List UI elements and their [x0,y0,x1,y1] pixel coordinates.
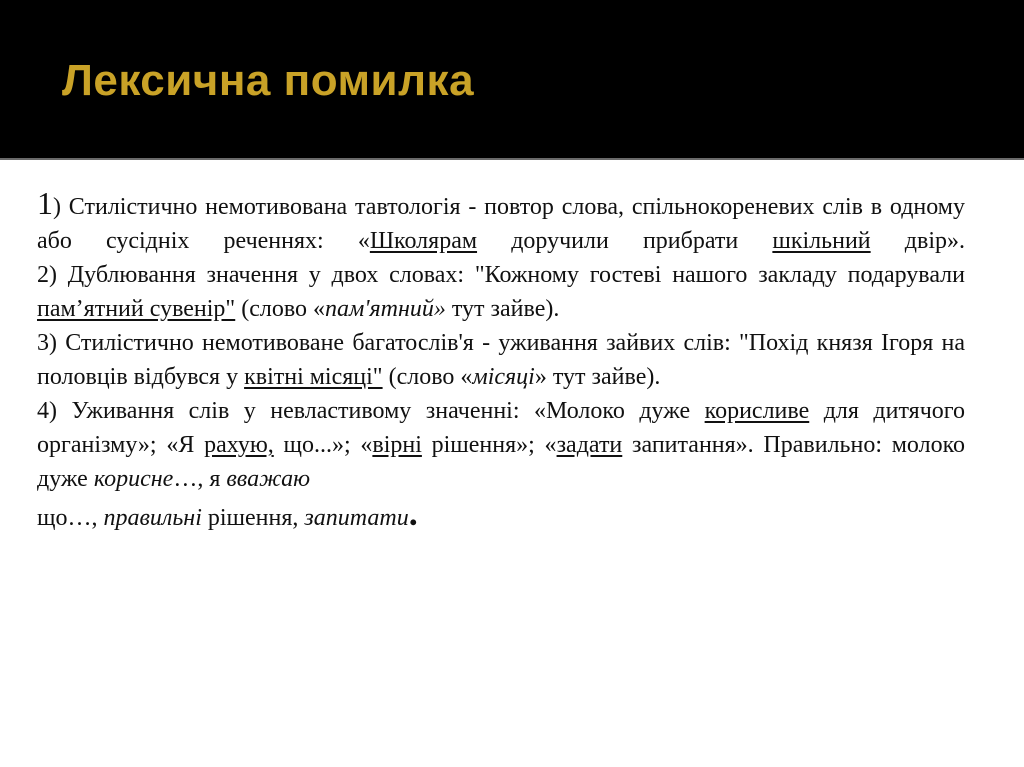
text: 3) Стилістично немотивоване багатослів'я - уживання зайвих слів: "Похід князя Ігоря на половців відбувся у [37,330,965,390]
italic-word: запитати [304,505,409,531]
text: 4) Уживання слів у невластивому значенні: «Молоко дуже [37,398,705,424]
underlined-word: вірні [372,432,422,458]
underlined-word: рахую, [204,432,274,458]
underlined-word: шкільний [772,228,871,254]
text: запитання». Правильно: молоко дуже [37,432,966,492]
paragraph-4 [37,394,965,535]
text: ) Стилістично немотивована тавтологія - повтор слова, спільнокореневих слів в одному або сусідніх реченнях: « [37,194,965,254]
text: рішення»; « [421,432,557,458]
paragraph-1 [37,186,965,258]
slide-title: Лексична помилка [62,56,475,105]
underlined-word: Школярам [369,228,478,254]
text: що...»; « [273,432,373,458]
slide-body [37,186,965,535]
underlined-word: пам’ятний сувенір" [37,296,236,322]
text: для дитячого організму»; «Я [37,398,966,458]
italic-word: вважаю [226,466,310,492]
text: (слово « [235,296,326,322]
text: …, я [173,466,227,492]
italic-word: місяці [472,364,535,390]
text: тут зайве). [445,296,560,322]
italic-word: корисне [93,466,174,492]
text: доручили прибрати [477,228,773,254]
slide-header [0,0,1024,158]
underlined-word: квітні місяці" [244,364,383,390]
paragraph-2 [37,258,965,326]
italic-word: правильні [103,505,202,531]
underlined-word: корисливе [704,398,810,424]
text: (слово « [382,364,473,390]
text: двір». [870,228,965,254]
paragraph-number: 1 [37,185,53,221]
text: рішення, [201,505,305,531]
underlined-word: задати [556,432,623,458]
text: 2) Дублювання значення у двох словах: "Кожному гостеві нашого закладу подарували [37,262,965,288]
italic-word: пам'ятний» [325,296,446,322]
text: » тут зайве). [534,364,661,390]
paragraph-3 [37,326,965,394]
header-divider [0,158,1024,160]
final-period: . [408,493,418,533]
last-line [37,493,418,533]
text: що…, [37,505,104,531]
